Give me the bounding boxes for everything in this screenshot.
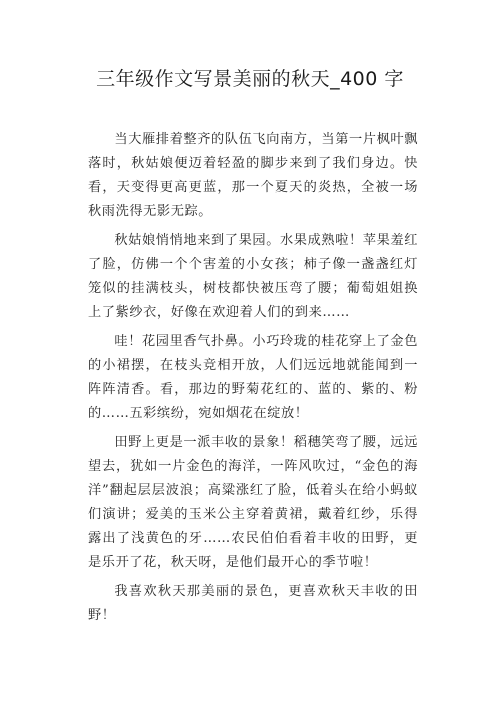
paragraph-3: 哇！花园里香气扑鼻。小巧玲珑的桂花穿上了金色的小裙摆，在枝头竞相开放，人们远远地就能闻到一阵阵清香。看，那边的野菊花红的、蓝的、紫的、粉的……五彩缤纷，宛如烟花在绽放！ (88, 334, 418, 421)
paragraph-2: 秋姑娘悄悄地来到了果园。水果成熟啦！苹果羞红了脸，仿佛一个个害羞的小女孩；柿子像一盏盏红灯笼似的挂满枝头，树枝都快被压弯了腰；葡萄姐姐换上了紫纱衣，好像在欢迎着人们的到来…… (88, 233, 418, 320)
document-title: 三年级作文写景美丽的秋天_400 字 (96, 68, 404, 90)
paragraph-4: 田野上更是一派丰收的景象！稻穗笑弯了腰，远远望去，犹如一片金色的海洋，一阵风吹过，“金色的海洋”翻起层层波浪；高粱涨红了脸，低着头在给小蚂蚁们演讲；爱美的玉米公主穿着黄裙，戴着红纱，乐得露出了浅黄色的牙……农民伯伯看着丰收的田野，更是乐开了花，秋天呀，是他们最开心的季节啦！ (88, 435, 418, 570)
paragraph-1: 当大雁排着整齐的队伍飞向南方，当第一片枫叶飘落时，秋姑娘便迈着轻盈的脚步来到了我们身边。快看，天变得更高更蓝，那一个夏天的炎热，全被一场秋雨洗得无影无踪。 (88, 132, 418, 219)
document-body (88, 128, 418, 633)
paragraph-5: 我喜欢秋天那美丽的景色，更喜欢秋天丰收的田野！ (88, 584, 418, 623)
